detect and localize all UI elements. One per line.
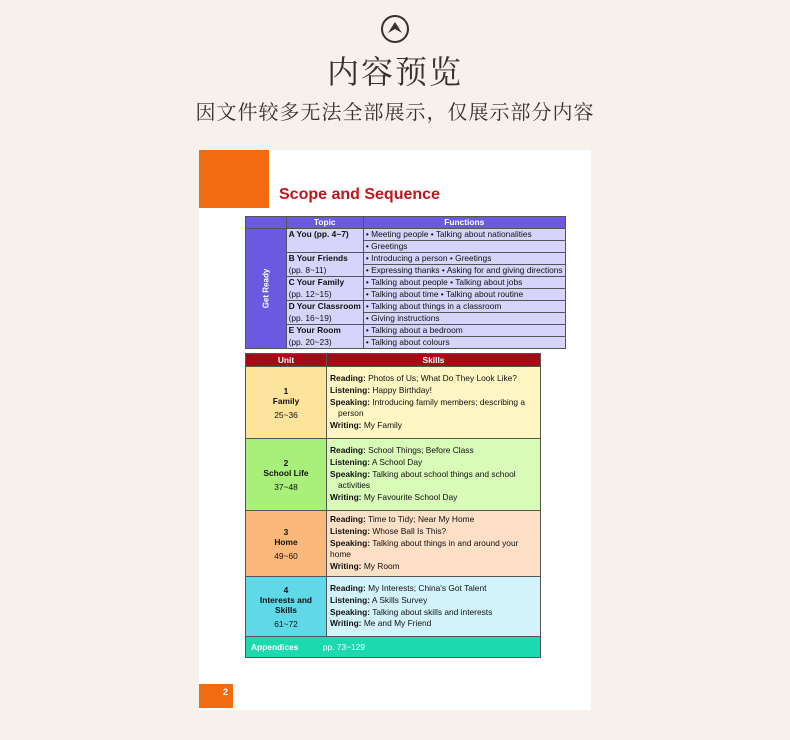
topic-cell: C Your Family <box>286 277 363 289</box>
topic-cell: (pp. 12~15) <box>286 289 363 301</box>
topic-header: Topic <box>286 217 363 229</box>
orange-corner-block <box>199 150 269 208</box>
unit-header: Unit <box>246 354 327 367</box>
appendices-row: Appendices pp. 73~129 <box>246 637 541 658</box>
skills-cell: Reading: My Interests; China's Got Talent Listening: A Skills Survey Speaking: Talking about skills and interests Writing: Me and My Friend <box>327 577 541 637</box>
unit-cell: 2 School Life 37~48 <box>246 439 327 511</box>
chevron-up-circle-icon <box>380 14 410 44</box>
function-cell: • Meeting people • Talking about nationalities <box>363 229 565 241</box>
unit-cell: 1 Family 25~36 <box>246 367 327 439</box>
function-cell: • Giving instructions <box>363 313 565 325</box>
topic-cell: D Your Classroom <box>286 301 363 313</box>
function-cell: • Greetings <box>363 241 565 253</box>
unit-cell: 4 Interests and Skills 61~72 <box>246 577 327 637</box>
page-title: 内容预览 <box>326 53 463 91</box>
units-table <box>245 353 541 658</box>
functions-header: Functions <box>363 217 565 229</box>
function-cell: • Talking about a bedroom <box>363 325 565 337</box>
topic-cell: (pp. 8~11) <box>286 265 363 277</box>
topic-cell <box>286 241 363 253</box>
topics-table <box>245 216 566 349</box>
skills-header: Skills <box>327 354 541 367</box>
topic-cell: A You (pp. 4~7) <box>286 229 363 241</box>
unit-cell: 3 Home 49~60 <box>246 511 327 577</box>
topic-cell: (pp. 20~23) <box>286 337 363 349</box>
topic-cell: B Your Friends <box>286 253 363 265</box>
function-cell: • Talking about people • Talking about jobs <box>363 277 565 289</box>
skills-cell: Reading: Time to Tidy; Near My Home Listening: Whose Ball Is This? Speaking: Talking about things in and around your home Writing: My Room <box>327 511 541 577</box>
skills-cell: Reading: Photos of Us; What Do They Look Like? Listening: Happy Birthday! Speaking: Introducing family members; describing a person Writing: My Family <box>327 367 541 439</box>
function-cell: • Expressing thanks • Asking for and giving directions <box>363 265 565 277</box>
document-page <box>199 150 591 710</box>
page-number: 2 <box>199 684 233 708</box>
function-cell: • Talking about time • Talking about routine <box>363 289 565 301</box>
scope-heading: Scope and Sequence <box>279 186 440 203</box>
topic-cell: (pp. 16~19) <box>286 313 363 325</box>
function-cell: • Introducing a person • Greetings <box>363 253 565 265</box>
page-subtitle: 因文件较多无法全部展示，仅展示部分内容 <box>195 100 595 124</box>
get-ready-label: Get Ready <box>246 229 287 349</box>
topic-cell: E Your Room <box>286 325 363 337</box>
function-cell: • Talking about colours <box>363 337 565 349</box>
function-cell: • Talking about things in a classroom <box>363 301 565 313</box>
skills-cell: Reading: School Things; Before Class Listening: A School Day Speaking: Talking about school things and school activities Writing: My Favourite School Day <box>327 439 541 511</box>
